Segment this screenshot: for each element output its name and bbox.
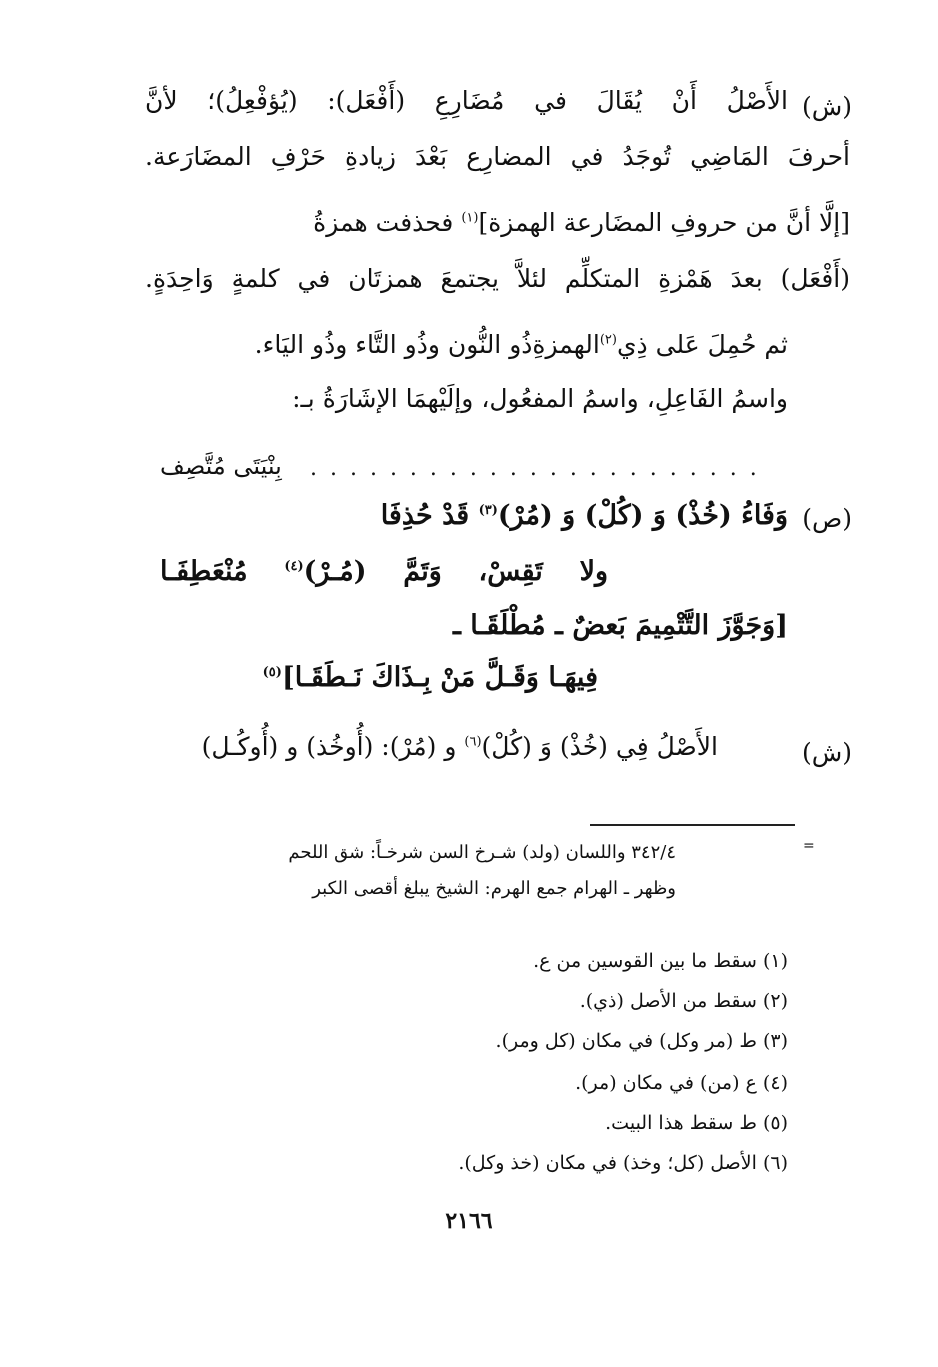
spillover-footnote-line: ٣٤٢/٤ واللسان (ولد) شـرخ السن شرخـاً: شق اللحم	[288, 842, 676, 863]
footnote: (٢) سقط من الأصل (ذي).	[579, 990, 788, 1012]
verse-text: ولا تَقِسْ، وَتَمَّ (مُـرْ)	[303, 556, 608, 587]
spillover-footnote-line: وظهر ـ الهرام جمع الهرم: الشيخ يبلغ أقصى الكبر	[312, 878, 676, 899]
verse-fragment: بِنْيَتَى مُتَّصِف	[160, 452, 282, 480]
footnote-ref: (٤)	[284, 559, 304, 574]
commentary-text: الأَصْلُ فِي (خُذْ) وَ (كُلْ)	[481, 732, 718, 761]
verse-text: قَدْ حُذِفَا	[380, 500, 470, 531]
commentary-line	[145, 208, 850, 237]
footnote: (٣) ط (مر وكل) في مكان (كل ومر).	[495, 1030, 788, 1052]
commentary-line	[145, 330, 788, 359]
commentary-text: ثم حُمِلَ عَلى ذِي	[616, 330, 788, 359]
commentary-text: و (مُرْ): (أُوخُذ) و (أُوكُـل)	[201, 732, 457, 761]
footnote: (١) سقط ما بين القوسين من ع.	[533, 950, 788, 972]
page-number: ٢١٦٦	[445, 1208, 493, 1234]
footnote-ref: (٢)	[599, 332, 617, 348]
verse-line: [وَجَوَّزَ التَّتْمِيمَ بَعضٌ ـ مُطْلَقَـا ـ	[452, 610, 788, 641]
footnote: (٤) ع (من) في مكان (مر).	[575, 1072, 788, 1094]
footnote-ref: (١)	[461, 210, 479, 226]
footnote-ref: (٥)	[262, 665, 282, 680]
verse-marker: (ص)	[802, 504, 852, 533]
commentary-text: فحذفت همزةُ	[313, 208, 454, 237]
bracketed-text: [إلَّا أنَّ من حروفِ المضَارعة الهمزة]	[478, 208, 850, 237]
footnote-ref: (٦)	[464, 734, 482, 750]
footnote-ref: (٣)	[478, 503, 498, 518]
verse-line	[263, 662, 598, 693]
elided-hemistich-dots: . . . . . . . . . . . . . . . . . . . . . . .	[310, 456, 760, 481]
footnote: (٥) ط سقط هذا البيت.	[605, 1112, 788, 1134]
verse-text: فِيهَـا وَقَـلَّ مَنْ بِـذَاكَ نَـطَقَـا]	[281, 662, 598, 693]
footnote: (٦) الأصل (كل؛ وخذ) في مكان (خذ وكل).	[458, 1152, 788, 1174]
verse-line	[160, 556, 608, 587]
commentary-line: واسمُ الفَاعِلِ، واسمُ المفعُول، وإلَيْهمَا الإشَارَةُ بـ:	[292, 384, 788, 413]
commentary-text: الهمزةِذُو النُّون وذُو التَّاء وذُو اليَاء.	[254, 330, 600, 359]
commentary-marker: (ش)	[801, 92, 852, 121]
verse-text: مُنْعَطِفَـا	[160, 556, 248, 587]
verse-line	[381, 500, 788, 531]
commentary-line: الأَصْلُ أَنْ يُقَالَ في مُضَارِعِ (أَفْعَل): (يُؤفْعِلُ)؛ لأنَّ	[145, 86, 788, 115]
footnote-separator	[590, 824, 795, 826]
continuation-mark: =	[803, 838, 815, 854]
commentary-line	[145, 732, 718, 761]
verse-text: وَفَاءُ (خُذْ) وَ (كُلْ) وَ (مُرْ)	[497, 500, 788, 531]
commentary-line: أحرفَ المَاضِي تُوجَدُ في المضارِع بَعْدَ زيادةِ حَرْفِ المضَارَعة.	[145, 142, 850, 171]
commentary-marker: (ش)	[801, 738, 852, 767]
commentary-line: (أَفْعَل) بعدَ هَمْزةِ المتكلِّم لئلاَّ يجتمعَ همزتَان في كلمةٍ وَاحِدَةٍ.	[145, 264, 850, 293]
